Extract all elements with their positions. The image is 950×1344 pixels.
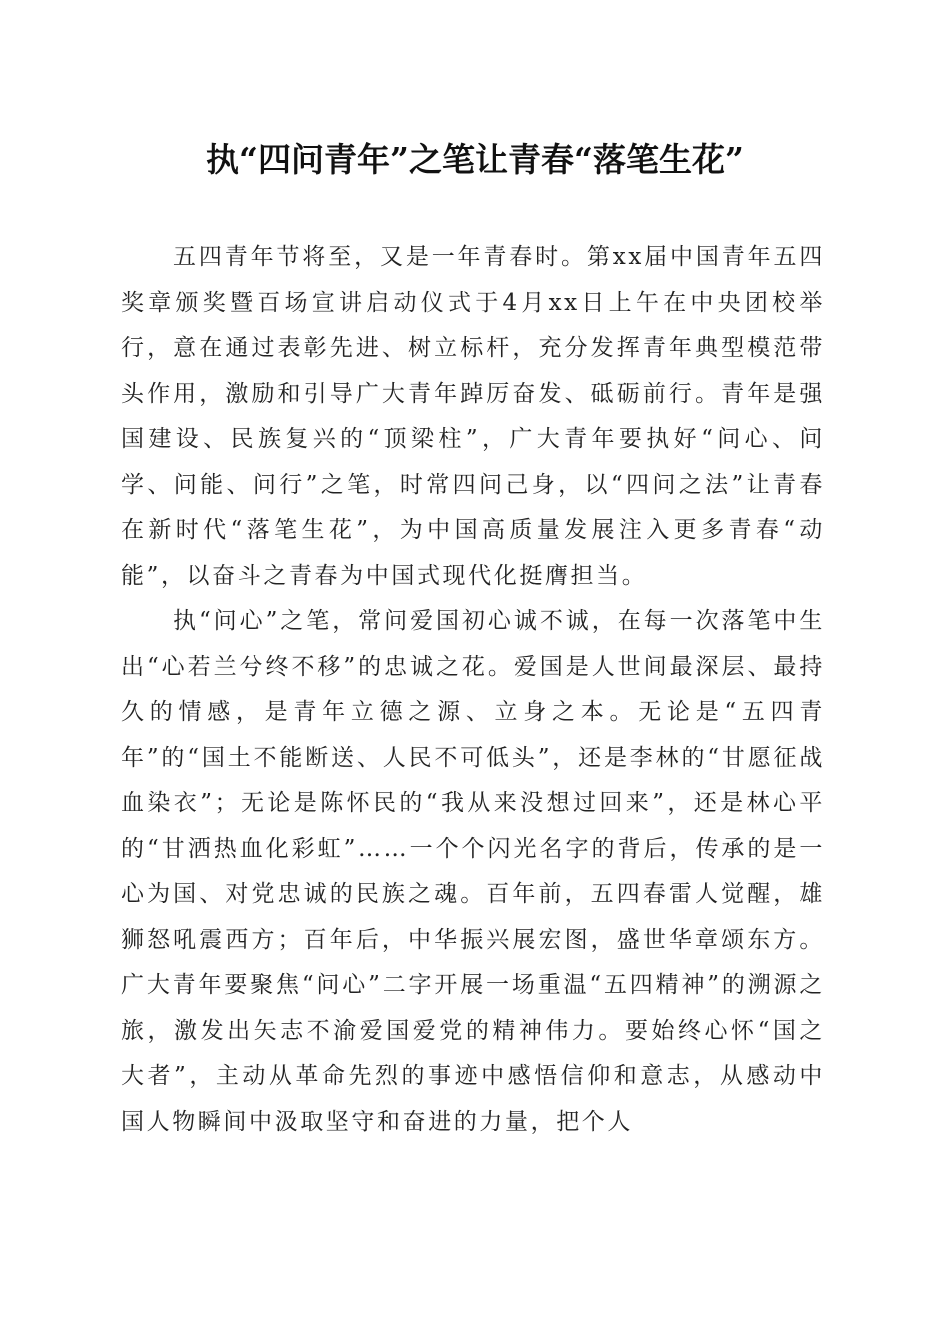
paragraph-intro: 五四青年节将至，又是一年青春时。第xx届中国青年五四奖章颁奖暨百场宣讲启动仪式于4月xx日上午在中央团校举行，意在通过表彰先进、树立标杆，充分发挥青年典型模范带头作用，激励和引导广大青年踔厉奋发、砥砺前行。青年是强国建设、民族复兴的“顶梁柱”，广大青年要执好“问心、问学、问能、问行”之笔，时常四问己身，以“四问之法”让青春在新时代“落笔生花”，为中国高质量发展注入更多青春“动能”，以奋斗之青春为中国式现代化挺膺担当。 bbox=[121, 244, 825, 589]
document-body bbox=[121, 235, 825, 1145]
paragraph-wenxin: 执“问心”之笔，常问爱国初心诚不诚，在每一次落笔中生出“心若兰兮终不移”的忠诚之花。爱国是人世间最深层、最持久的情感，是青年立德之源、立身之本。无论是“五四青年”的“国土不能断送、人民不可低头”，还是李林的“甘愿征战血染衣”；无论是陈怀民的“我从来没想过回来”，还是林心平的“甘洒热血化彩虹”……一个个闪光名字的背后，传承的是一心为国、对党忠诚的民族之魂。百年前，五四春雷人觉醒，雄狮怒吼震西方；百年后，中华振兴展宏图，盛世华章颂东方。广大青年要聚焦“问心”二字开展一场重温“五四精神”的溯源之旅，激发出矢志不渝爱国爱党的精神伟力。要始终心怀“国之大者”，主动从革命先烈的事迹中感悟信仰和意志，从感动中国人物瞬间中汲取坚守和奋进的力量，把个人 bbox=[121, 608, 825, 1135]
document-title: 执“四问青年”之笔让青春“落笔生花” bbox=[206, 140, 744, 179]
